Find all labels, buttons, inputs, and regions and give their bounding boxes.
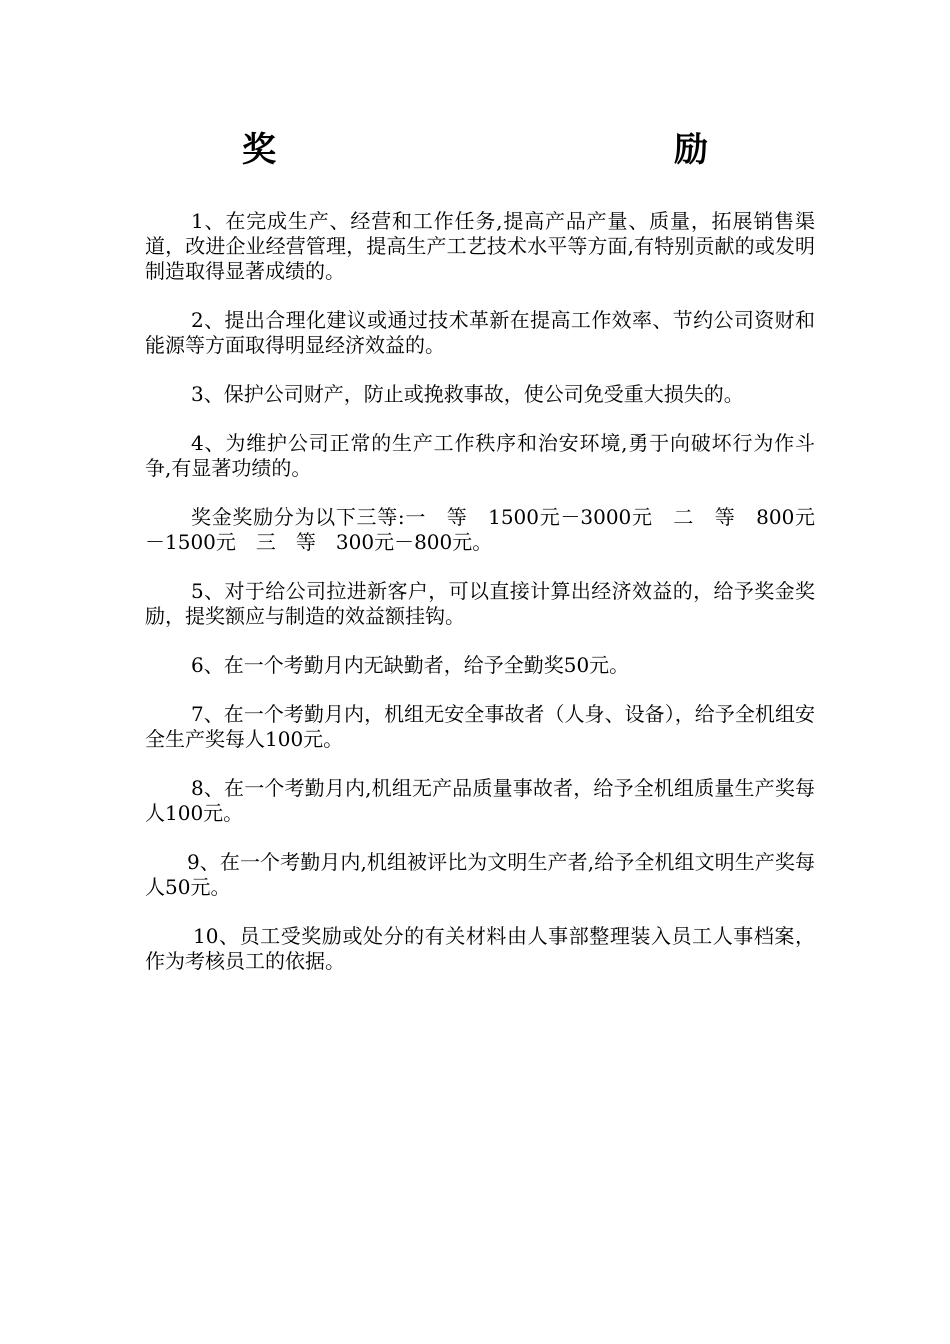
- paragraph-5: 5、对于给公司拉进新客户，可以直接计算出经济效益的，给予奖金奖励，提奖额应与制造的效益额挂钩。: [145, 579, 815, 628]
- paragraph-4: 4、为维护公司正常的生产工作秩序和治安环境,勇于向破坏行为作斗争,有显著功绩的。: [145, 431, 815, 480]
- paragraph-10: 10、员工受奖励或处分的有关材料由人事部整理装入员工人事档案，作为考核员工的依据。: [145, 924, 815, 973]
- paragraph-2: 2、提出合理化建议或通过技术革新在提高工作效率、节约公司资财和能源等方面取得明显经济效益的。: [145, 308, 815, 357]
- paragraph-1: 1、在完成生产、经营和工作任务,提高产品产量、质量，拓展销售渠道，改进企业经营管理，提高生产工艺技术水平等方面,有特别贡献的或发明制造取得显著成绩的。: [145, 209, 815, 283]
- paragraph-7: 7、在一个考勤月内，机组无安全事故者（人身、设备），给予全机组安全生产奖每人100元。: [145, 702, 815, 751]
- document-body: [145, 209, 815, 998]
- document-title: 奖 励: [242, 130, 818, 170]
- bonus-levels-paragraph: 奖金奖励分为以下三等:一 等 1500元－3000元 二 等 800元－1500元 三 等 300元－800元。: [145, 505, 815, 554]
- paragraph-6: 6、在一个考勤月内无缺勤者，给予全勤奖50元。: [191, 653, 630, 677]
- paragraph-9: 9、在一个考勤月内,机组被评比为文明生产者,给予全机组文明生产奖每人50元。: [145, 850, 815, 899]
- paragraph-8: 8、在一个考勤月内,机组无产品质量事故者，给予全机组质量生产奖每人100元。: [145, 776, 815, 825]
- paragraph-3: 3、保护公司财产，防止或挽救事故，使公司免受重大损失的。: [191, 382, 744, 406]
